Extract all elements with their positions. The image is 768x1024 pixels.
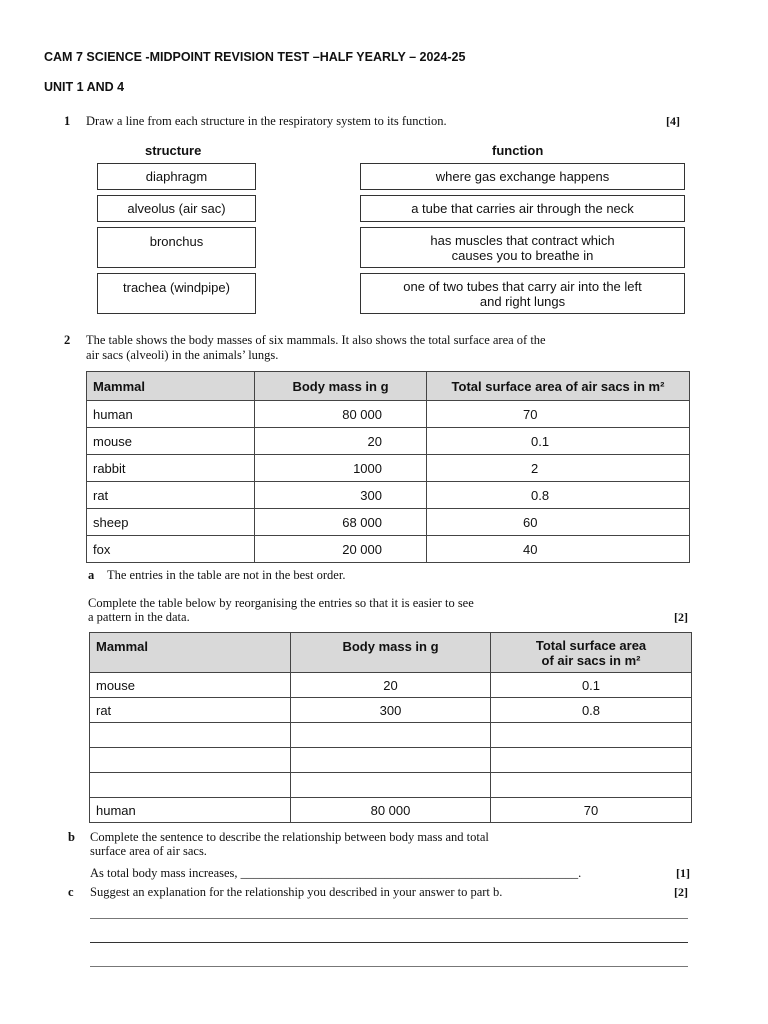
- mammal-data-table: [86, 371, 690, 563]
- table-cell: 20: [291, 673, 491, 698]
- table-cell: rabbit: [87, 455, 255, 482]
- part-a-text1: The entries in the table are not in the best order.: [107, 568, 346, 582]
- part-a-marks: [2]: [674, 610, 688, 624]
- part-a-text2-line2: a pattern in the data.: [88, 610, 190, 624]
- answer-cell[interactable]: [491, 773, 692, 798]
- part-a-label: a: [88, 568, 95, 582]
- column-header: Mammal: [87, 372, 255, 401]
- answer-cell[interactable]: [491, 748, 692, 773]
- structure-heading: structure: [145, 143, 202, 158]
- q2-number: 2: [64, 333, 71, 347]
- answer-line[interactable]: [90, 918, 688, 919]
- answer-cell[interactable]: [291, 773, 491, 798]
- table-cell: 0.8: [427, 482, 690, 509]
- part-b-text-line1: Complete the sentence to describe the relationship between body mass and total: [90, 830, 489, 844]
- part-b-marks: [1]: [676, 866, 690, 880]
- table-row: [87, 428, 690, 455]
- part-c-marks: [2]: [674, 885, 688, 899]
- structure-box-alveolus[interactable]: alveolus (air sac): [97, 195, 256, 222]
- table-header-row: [90, 633, 692, 673]
- table-row: [87, 482, 690, 509]
- table-cell: 60: [427, 509, 690, 536]
- table-cell: rat: [90, 698, 291, 723]
- function-box-lung-tubes[interactable]: one of two tubes that carry air into the left and right lungs: [360, 273, 685, 314]
- page-title: CAM 7 SCIENCE -MIDPOINT REVISION TEST –HALF YEARLY – 2024-25: [44, 50, 466, 64]
- answer-cell[interactable]: [291, 748, 491, 773]
- column-header: Total surface area of air sacs in m²: [427, 372, 690, 401]
- column-header: Mammal: [90, 633, 291, 673]
- table-row-blank: [90, 723, 692, 748]
- table-row-blank: [90, 773, 692, 798]
- table-cell: 80 000: [291, 798, 491, 823]
- table-cell: human: [90, 798, 291, 823]
- table-row: [90, 698, 692, 723]
- table-cell: 300: [291, 698, 491, 723]
- table-cell: mouse: [87, 428, 255, 455]
- q2-text-line1: The table shows the body masses of six mammals. It also shows the total surface area of the: [86, 333, 546, 347]
- table-cell: mouse: [90, 673, 291, 698]
- table-cell: 300: [255, 482, 427, 509]
- function-box-gas-exchange[interactable]: where gas exchange happens: [360, 163, 685, 190]
- table-cell: 1000: [255, 455, 427, 482]
- table-cell: 20: [255, 428, 427, 455]
- part-b-answer-prompt[interactable]: As total body mass increases, ______________________________________________________.: [90, 866, 582, 880]
- part-c-label: c: [68, 885, 74, 899]
- table-row-blank: [90, 748, 692, 773]
- function-heading: function: [492, 143, 544, 158]
- table-cell: 40: [427, 536, 690, 563]
- table-row: [87, 509, 690, 536]
- table-cell: 0.1: [491, 673, 692, 698]
- answer-cell[interactable]: [291, 723, 491, 748]
- table-cell: 80 000: [255, 401, 427, 428]
- table-cell: fox: [87, 536, 255, 563]
- structure-box-bronchus[interactable]: bronchus: [97, 227, 256, 268]
- q2-text-line2: air sacs (alveoli) in the animals’ lungs.: [86, 348, 279, 362]
- table-cell: 68 000: [255, 509, 427, 536]
- answer-cell[interactable]: [491, 723, 692, 748]
- function-box-neck-tube[interactable]: a tube that carries air through the neck: [360, 195, 685, 222]
- answer-line[interactable]: [90, 966, 688, 967]
- unit-heading: UNIT 1 AND 4: [44, 80, 125, 94]
- q1-text: Draw a line from each structure in the respiratory system to its function.: [86, 114, 447, 128]
- structure-box-trachea[interactable]: trachea (windpipe): [97, 273, 256, 314]
- table-row: [90, 798, 692, 823]
- part-c-text: Suggest an explanation for the relationship you described in your answer to part b.: [90, 885, 503, 899]
- answer-cell[interactable]: [90, 748, 291, 773]
- part-b-label: b: [68, 830, 75, 844]
- column-header: Body mass in g: [291, 633, 491, 673]
- table-row: [87, 401, 690, 428]
- part-b-text-line2: surface area of air sacs.: [90, 844, 207, 858]
- function-box-muscles[interactable]: has muscles that contract which causes you to breathe in: [360, 227, 685, 268]
- table-row: [90, 673, 692, 698]
- table-cell: rat: [87, 482, 255, 509]
- table-cell: human: [87, 401, 255, 428]
- answer-cell[interactable]: [90, 773, 291, 798]
- answer-cell[interactable]: [90, 723, 291, 748]
- reorganised-table: [89, 632, 692, 823]
- table-cell: 2: [427, 455, 690, 482]
- table-row: [87, 455, 690, 482]
- part-a-text2-line1: Complete the table below by reorganising the entries so that it is easier to see: [88, 596, 474, 610]
- table-header-row: [87, 372, 690, 401]
- table-row: [87, 536, 690, 563]
- table-cell: 0.1: [427, 428, 690, 455]
- table-cell: 70: [427, 401, 690, 428]
- table-cell: 70: [491, 798, 692, 823]
- q1-marks: [4]: [666, 114, 680, 128]
- q1-number: 1: [64, 114, 71, 128]
- table-cell: 20 000: [255, 536, 427, 563]
- column-header: Body mass in g: [255, 372, 427, 401]
- table-cell: sheep: [87, 509, 255, 536]
- column-header: Total surface area of air sacs in m²: [491, 633, 692, 673]
- answer-line[interactable]: [90, 942, 688, 943]
- table-cell: 0.8: [491, 698, 692, 723]
- structure-box-diaphragm[interactable]: diaphragm: [97, 163, 256, 190]
